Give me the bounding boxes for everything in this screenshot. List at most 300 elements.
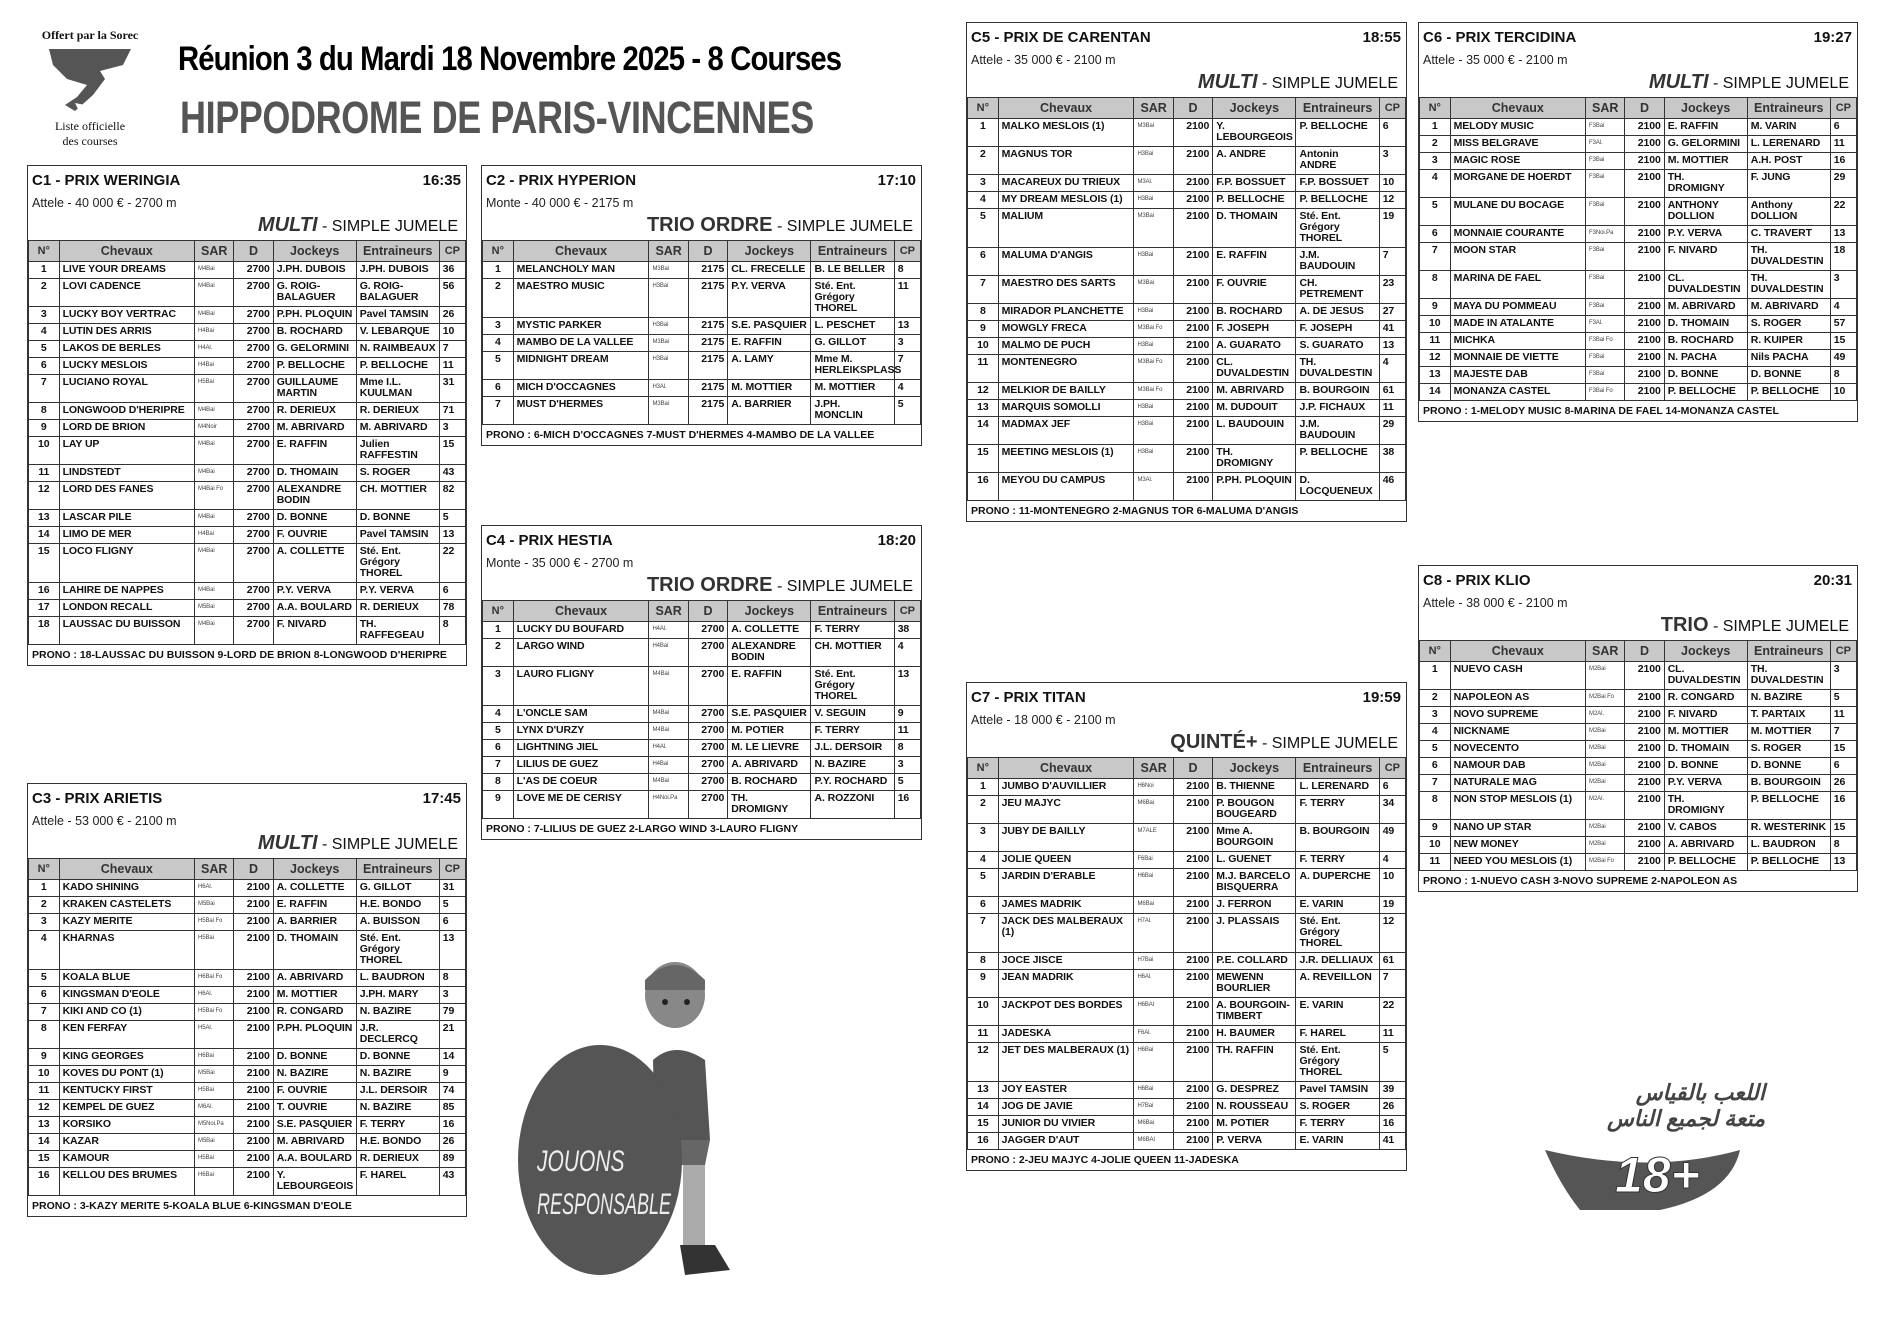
- cell-jockey: M. LE LIEVRE: [728, 740, 811, 757]
- table-row: [29, 1049, 466, 1066]
- col-sar-header: SAR: [195, 859, 234, 880]
- table-row: [968, 1043, 1406, 1082]
- cell-trainer: S. ROGER: [1747, 741, 1830, 758]
- cell-sar: M4Bai: [195, 437, 234, 465]
- cell-trainer: P. BELLOCHE: [1296, 445, 1379, 473]
- cell-d: 2100: [1625, 792, 1664, 820]
- cell-cp: 8: [439, 617, 465, 645]
- race-title: C6 - PRIX TERCIDINA: [1423, 29, 1577, 46]
- runners-table: [482, 240, 921, 425]
- race-title: C5 - PRIX DE CARENTAN: [971, 29, 1151, 46]
- col-no-header: N°: [968, 98, 999, 119]
- cell-trainer: J.L. DERSOIR: [356, 1083, 439, 1100]
- cell-sar: H5Bai Fo: [195, 1004, 234, 1021]
- table-row: [483, 791, 921, 819]
- cell-sar: H6BAI: [1134, 998, 1173, 1026]
- table-row: [29, 510, 466, 527]
- table-row: [968, 779, 1406, 796]
- cell-cp: 12: [1379, 192, 1405, 209]
- table-row: [29, 262, 466, 279]
- cell-trainer: F. TERRY: [811, 723, 894, 740]
- race-bet-types: [647, 574, 913, 597]
- race-title: C1 - PRIX WERINGIA: [32, 172, 181, 189]
- cell-horse: LUCIANO ROYAL: [59, 375, 194, 403]
- cell-d: 2700: [234, 420, 273, 437]
- table-row: [1420, 350, 1857, 367]
- cell-horse: KING GEORGES: [59, 1049, 194, 1066]
- cell-d: 2700: [234, 437, 273, 465]
- cell-sar: H4Bai: [195, 324, 234, 341]
- cell-d: 2100: [1625, 384, 1664, 401]
- cell-trainer: V. SEGUIN: [811, 706, 894, 723]
- cell-cp: 13: [1379, 338, 1405, 355]
- cell-cp: 3: [1379, 147, 1405, 175]
- cell-trainer: Julien RAFFESTIN: [356, 437, 439, 465]
- cell-sar: M2Bai: [1586, 837, 1625, 854]
- cell-sar: H4Bai: [649, 639, 688, 667]
- col-no-header: N°: [968, 758, 999, 779]
- cell-d: 2100: [1625, 662, 1664, 690]
- cell-d: 2100: [234, 931, 273, 970]
- cell-d: 2100: [1173, 1026, 1212, 1043]
- col-cp-header: CP: [894, 601, 920, 622]
- cell-trainer: R. DERIEUX: [356, 600, 439, 617]
- cell-horse: MYSTIC PARKER: [513, 318, 649, 335]
- col-sar-header: SAR: [649, 241, 688, 262]
- cell-no: 6: [1420, 758, 1451, 775]
- cell-trainer: F. TERRY: [1296, 852, 1379, 869]
- cell-horse: MALUMA D'ANGIS: [998, 248, 1134, 276]
- cell-cp: 18: [1830, 243, 1856, 271]
- cell-cp: 13: [894, 318, 920, 335]
- cell-jockey: A. ABRIVARD: [273, 970, 356, 987]
- cell-trainer: R. DERIEUX: [356, 1151, 439, 1168]
- race-c1: [27, 165, 467, 666]
- cell-jockey: N. PACHA: [1664, 350, 1747, 367]
- prono-prediction: PRONO : 1-NUEVO CASH 3-NOVO SUPREME 2-NAPOLEON AS: [1423, 875, 1738, 887]
- cell-no: 6: [483, 740, 514, 757]
- prono-prediction: PRONO : 7-LILIUS DE GUEZ 2-LARGO WIND 3-LAURO FLIGNY: [486, 823, 799, 835]
- cell-no: 5: [29, 970, 60, 987]
- cell-trainer: M. VARIN: [1747, 119, 1830, 136]
- cell-cp: 11: [1830, 707, 1856, 724]
- cell-cp: 10: [439, 324, 465, 341]
- cell-d: 2700: [234, 262, 273, 279]
- table-row: [29, 527, 466, 544]
- cell-trainer: Mme I.L. KUULMAN: [356, 375, 439, 403]
- cell-cp: 9: [439, 1066, 465, 1083]
- cell-no: 16: [968, 1133, 999, 1150]
- table-row: [29, 420, 466, 437]
- cell-horse: MONNAIE DE VIETTE: [1450, 350, 1585, 367]
- cell-no: 3: [1420, 707, 1451, 724]
- cell-no: 1: [483, 622, 514, 639]
- cell-cp: 3: [439, 987, 465, 1004]
- cell-horse: MONNAIE COURANTE: [1450, 226, 1585, 243]
- cell-no: 7: [29, 1004, 60, 1021]
- cell-no: 6: [968, 248, 999, 276]
- cell-d: 2175: [688, 318, 727, 335]
- cell-jockey: F. OUVRIE: [1213, 276, 1296, 304]
- bet-main: TRIO: [1660, 614, 1709, 636]
- cell-trainer: D. BONNE: [1747, 367, 1830, 384]
- cell-sar: H5Al.: [195, 1021, 234, 1049]
- cell-sar: M5Bai: [195, 897, 234, 914]
- race-time: 18:20: [877, 532, 916, 549]
- cell-cp: 46: [1379, 473, 1405, 501]
- cell-cp: 5: [894, 397, 920, 425]
- mascot-text-1: JOUONS: [537, 1145, 625, 1178]
- cell-jockey: N. ROUSSEAU: [1213, 1099, 1296, 1116]
- table-row: [483, 723, 921, 740]
- cell-horse: MALIUM: [998, 209, 1134, 248]
- cell-horse: MARINA DE FAEL: [1450, 271, 1585, 299]
- cell-d: 2175: [688, 380, 727, 397]
- cell-sar: F3Bai: [1586, 119, 1625, 136]
- cell-trainer: Pavel TAMSIN: [1296, 1082, 1379, 1099]
- table-row: [29, 600, 466, 617]
- bet-secondary: - SIMPLE JUMELE: [772, 218, 913, 235]
- cell-trainer: J.R. DELLIAUX: [1296, 953, 1379, 970]
- cell-sar: M4Bai: [195, 307, 234, 324]
- cell-horse: LAURO FLIGNY: [513, 667, 649, 706]
- cell-jockey: G. GELORMINI: [273, 341, 356, 358]
- cell-sar: M4Bai: [649, 667, 688, 706]
- cell-no: 7: [1420, 775, 1451, 792]
- cell-horse: JUBY DE BAILLY: [998, 824, 1134, 852]
- bet-secondary: - SIMPLE JUMELE: [317, 836, 458, 853]
- table-row: [1420, 854, 1857, 871]
- cell-d: 2100: [1173, 338, 1212, 355]
- cell-d: 2100: [1173, 914, 1212, 953]
- cell-d: 2100: [234, 1134, 273, 1151]
- col-jockey-header: Jockeys: [1213, 98, 1296, 119]
- cell-trainer: G. GILLOT: [811, 335, 894, 352]
- cell-cp: 3: [1830, 662, 1856, 690]
- cell-jockey: T. OUVRIE: [273, 1100, 356, 1117]
- cell-sar: M4Bai: [195, 279, 234, 307]
- table-row: [29, 482, 466, 510]
- cell-trainer: TH. DUVALDESTIN: [1296, 355, 1379, 383]
- cell-cp: 31: [439, 375, 465, 403]
- table-row: [483, 262, 921, 279]
- cell-no: 11: [1420, 333, 1451, 350]
- cell-cp: 3: [1830, 271, 1856, 299]
- table-row: [1420, 741, 1857, 758]
- cell-sar: M2Bai Fo: [1586, 854, 1625, 871]
- cell-sar: M6Bai: [1134, 1116, 1173, 1133]
- cell-horse: JOCE JISCE: [998, 953, 1134, 970]
- cell-cp: 6: [1379, 779, 1405, 796]
- race-bet-types: [1170, 731, 1398, 754]
- col-jockey-header: Jockeys: [728, 601, 811, 622]
- mascot-text-2: RESPONSABLE: [537, 1188, 672, 1221]
- race-conditions: Attele - 40 000 € - 2700 m: [32, 196, 177, 210]
- cell-sar: H4Bai: [649, 757, 688, 774]
- bet-main: TRIO ORDRE: [646, 214, 773, 236]
- cell-d: 2700: [234, 600, 273, 617]
- cell-jockey: A. ANDRE: [1213, 147, 1296, 175]
- cell-jockey: TH. DROMIGNY: [1664, 170, 1747, 198]
- cell-jockey: MEWENN BOURLIER: [1213, 970, 1296, 998]
- col-jockey-header: Jockeys: [1213, 758, 1296, 779]
- cell-horse: MEETING MESLOIS (1): [998, 445, 1134, 473]
- table-row: [968, 970, 1406, 998]
- cell-horse: KEN FERFAY: [59, 1021, 194, 1049]
- cell-horse: L'AS DE COEUR: [513, 774, 649, 791]
- cell-d: 2100: [1625, 854, 1664, 871]
- cell-no: 12: [968, 1043, 999, 1082]
- col-sar-header: SAR: [1586, 98, 1625, 119]
- cell-cp: 16: [1830, 792, 1856, 820]
- table-row: [1420, 136, 1857, 153]
- cell-trainer: E. VARIN: [1296, 998, 1379, 1026]
- cell-trainer: M. MOTTIER: [1747, 724, 1830, 741]
- cell-trainer: P.Y. VERVA: [356, 583, 439, 600]
- col-horse-header: Chevaux: [513, 241, 649, 262]
- cell-cp: 22: [1830, 198, 1856, 226]
- cell-d: 2100: [234, 1100, 273, 1117]
- cell-trainer: H.E. BONDO: [356, 897, 439, 914]
- cell-no: 4: [29, 324, 60, 341]
- cell-horse: KADO SHINING: [59, 880, 194, 897]
- cell-jockey: P. BOUGON BOUGEARD: [1213, 796, 1296, 824]
- cell-trainer: Sté. Ent. Grégory THOREL: [356, 544, 439, 583]
- cell-cp: 13: [1830, 226, 1856, 243]
- table-row: [1420, 367, 1857, 384]
- cell-d: 2700: [234, 544, 273, 583]
- cell-jockey: E. RAFFIN: [273, 897, 356, 914]
- race-time: 20:31: [1813, 572, 1852, 589]
- cell-d: 2100: [1173, 248, 1212, 276]
- col-d-header: D: [1173, 758, 1212, 779]
- sorec-logo: [30, 28, 150, 148]
- cell-no: 14: [968, 1099, 999, 1116]
- race-title: C7 - PRIX TITAN: [971, 689, 1086, 706]
- cell-sar: H3Bai: [1134, 248, 1173, 276]
- cell-horse: MISS BELGRAVE: [1450, 136, 1585, 153]
- cell-jockey: R. CONGARD: [1664, 690, 1747, 707]
- cell-sar: H4Al.: [195, 341, 234, 358]
- cell-horse: MALKO MESLOIS (1): [998, 119, 1134, 147]
- cell-trainer: E. VARIN: [1296, 1133, 1379, 1150]
- cell-cp: 4: [1379, 852, 1405, 869]
- cell-cp: 5: [439, 897, 465, 914]
- cell-jockey: F. OUVRIE: [273, 527, 356, 544]
- cell-trainer: F. HAREL: [1296, 1026, 1379, 1043]
- cell-no: 8: [968, 953, 999, 970]
- cell-no: 8: [1420, 271, 1451, 299]
- cell-sar: M3Bai: [1134, 209, 1173, 248]
- cell-d: 2175: [688, 262, 727, 279]
- cell-d: 2700: [688, 774, 727, 791]
- cell-d: 2100: [1173, 1043, 1212, 1082]
- cell-jockey: F. NIVARD: [273, 617, 356, 645]
- race-bet-types: [258, 214, 458, 237]
- table-row: [29, 307, 466, 324]
- cell-no: 13: [29, 1117, 60, 1134]
- cell-no: 14: [968, 417, 999, 445]
- cell-d: 2100: [1625, 820, 1664, 837]
- cell-horse: L'ONCLE SAM: [513, 706, 649, 723]
- cell-sar: M2Al.: [1586, 792, 1625, 820]
- race-bet-types: [647, 214, 913, 237]
- cell-cp: 41: [1379, 1133, 1405, 1150]
- cell-cp: 6: [1830, 119, 1856, 136]
- cell-jockey: J.PH. DUBOIS: [273, 262, 356, 279]
- race-c7: [966, 682, 1407, 1171]
- cell-cp: 7: [1379, 970, 1405, 998]
- cell-no: 14: [29, 1134, 60, 1151]
- col-horse-header: Chevaux: [59, 859, 194, 880]
- cell-no: 17: [29, 600, 60, 617]
- cell-horse: MAESTRO DES SARTS: [998, 276, 1134, 304]
- cell-no: 11: [29, 1083, 60, 1100]
- col-jockey-header: Jockeys: [728, 241, 811, 262]
- cell-jockey: N. BAZIRE: [273, 1066, 356, 1083]
- cell-no: 16: [29, 1168, 60, 1196]
- cell-sar: H6Bai: [195, 1049, 234, 1066]
- cell-jockey: F. JOSEPH: [1213, 321, 1296, 338]
- cell-horse: KHARNAS: [59, 931, 194, 970]
- cell-jockey: M. MOTTIER: [273, 987, 356, 1004]
- cell-cp: 19: [1379, 897, 1405, 914]
- cell-trainer: B. BOURGOIN: [1296, 824, 1379, 852]
- cell-sar: M3Bai Fo: [1134, 321, 1173, 338]
- cell-jockey: CL. DUVALDESTIN: [1664, 271, 1747, 299]
- col-trainer-header: Entraineurs: [1747, 98, 1830, 119]
- cell-jockey: Mme A. BOURGOIN: [1213, 824, 1296, 852]
- cell-cp: 4: [894, 639, 920, 667]
- table-row: [29, 1066, 466, 1083]
- table-row: [29, 1168, 466, 1196]
- cell-no: 3: [483, 318, 514, 335]
- cell-horse: MAGNUS TOR: [998, 147, 1134, 175]
- col-jockey-header: Jockeys: [273, 859, 356, 880]
- cell-no: 4: [483, 706, 514, 723]
- race-title: C4 - PRIX HESTIA: [486, 532, 613, 549]
- cell-cp: 71: [439, 403, 465, 420]
- cell-horse: KAMOUR: [59, 1151, 194, 1168]
- cell-horse: MONANZA CASTEL: [1450, 384, 1585, 401]
- cell-no: 16: [29, 583, 60, 600]
- cell-trainer: Sté. Ent. Grégory THOREL: [811, 279, 894, 318]
- cell-horse: LORD DE BRION: [59, 420, 194, 437]
- race-time: 19:59: [1362, 689, 1401, 706]
- cell-no: 11: [1420, 854, 1451, 871]
- cell-jockey: Y. LEBOURGEOIS: [1213, 119, 1296, 147]
- cell-sar: F3Al.: [1586, 136, 1625, 153]
- race-c5: [966, 22, 1407, 522]
- table-row: [29, 279, 466, 307]
- cell-no: 9: [1420, 820, 1451, 837]
- cell-sar: H3Bai: [1134, 338, 1173, 355]
- table-row: [968, 209, 1406, 248]
- col-sar-header: SAR: [195, 241, 234, 262]
- table-row: [1420, 384, 1857, 401]
- table-row: [29, 970, 466, 987]
- table-row: [968, 998, 1406, 1026]
- table-row: [968, 383, 1406, 400]
- cell-cp: 22: [439, 544, 465, 583]
- cell-jockey: R. DERIEUX: [273, 403, 356, 420]
- cell-d: 2100: [234, 987, 273, 1004]
- cell-sar: H6Bai: [1134, 869, 1173, 897]
- cell-trainer: D. BONNE: [1747, 758, 1830, 775]
- cell-d: 2100: [1625, 198, 1664, 226]
- cell-sar: M4Bai: [195, 544, 234, 583]
- cell-horse: NUEVO CASH: [1450, 662, 1585, 690]
- table-row: [968, 1082, 1406, 1099]
- cell-sar: H3Bai: [1134, 417, 1173, 445]
- cell-horse: NICKNAME: [1450, 724, 1585, 741]
- cell-trainer: F. JOSEPH: [1296, 321, 1379, 338]
- cell-trainer: N. BAZIRE: [356, 1004, 439, 1021]
- cell-no: 1: [1420, 119, 1451, 136]
- cell-jockey: P.Y. VERVA: [1664, 775, 1747, 792]
- cell-d: 2700: [234, 482, 273, 510]
- cell-horse: LILIUS DE GUEZ: [513, 757, 649, 774]
- table-header-row: [968, 98, 1406, 119]
- cell-sar: H7Al.: [1134, 914, 1173, 953]
- cell-trainer: CH. PETREMENT: [1296, 276, 1379, 304]
- runners-table: [28, 858, 466, 1196]
- col-no-header: N°: [1420, 641, 1451, 662]
- table-row: [483, 335, 921, 352]
- col-jockey-header: Jockeys: [1664, 98, 1747, 119]
- cell-jockey: F.P. BOSSUET: [1213, 175, 1296, 192]
- cell-jockey: P. BELLOCHE: [1664, 384, 1747, 401]
- race-header: [28, 784, 466, 858]
- cell-jockey: M. MOTTIER: [1664, 724, 1747, 741]
- table-row: [29, 437, 466, 465]
- cell-no: 6: [483, 380, 514, 397]
- cell-cp: 11: [1379, 1026, 1405, 1043]
- cell-no: 1: [968, 119, 999, 147]
- cell-cp: 11: [439, 358, 465, 375]
- cell-trainer: L. PESCHET: [811, 318, 894, 335]
- cell-d: 2100: [1173, 355, 1212, 383]
- cell-sar: M2Al.: [1586, 707, 1625, 724]
- prono-prediction: PRONO : 3-KAZY MERITE 5-KOALA BLUE 6-KINGSMAN D'EOLE: [32, 1200, 352, 1212]
- cell-sar: M4Bai: [649, 706, 688, 723]
- cell-trainer: Mme M. HERLEIKSPLASS: [811, 352, 894, 380]
- table-row: [968, 897, 1406, 914]
- cell-horse: MARQUIS SOMOLLI: [998, 400, 1134, 417]
- prono-prediction: PRONO : 11-MONTENEGRO 2-MAGNUS TOR 6-MALUMA D'ANGIS: [971, 505, 1299, 517]
- cell-d: 2700: [688, 622, 727, 639]
- cell-d: 2700: [234, 279, 273, 307]
- cell-sar: H3Bai: [1134, 445, 1173, 473]
- table-row: [1420, 792, 1857, 820]
- cell-d: 2100: [1173, 383, 1212, 400]
- cell-sar: F3Bai: [1586, 153, 1625, 170]
- race-bet-types: [1198, 71, 1398, 94]
- table-row: [29, 583, 466, 600]
- cell-sar: H5Bai: [195, 931, 234, 970]
- cell-trainer: P. BELLOCHE: [356, 358, 439, 375]
- runners-table: [967, 757, 1406, 1150]
- cell-horse: KELLOU DES BRUMES: [59, 1168, 194, 1196]
- cell-jockey: F. OUVRIE: [273, 1083, 356, 1100]
- col-cp-header: CP: [1830, 98, 1856, 119]
- cell-no: 15: [29, 1151, 60, 1168]
- race-c4: [481, 525, 922, 840]
- table-row: [1420, 153, 1857, 170]
- cell-cp: 49: [1830, 350, 1856, 367]
- cell-jockey: M. ABRIVARD: [273, 1134, 356, 1151]
- race-conditions: Attele - 18 000 € - 2100 m: [971, 713, 1116, 727]
